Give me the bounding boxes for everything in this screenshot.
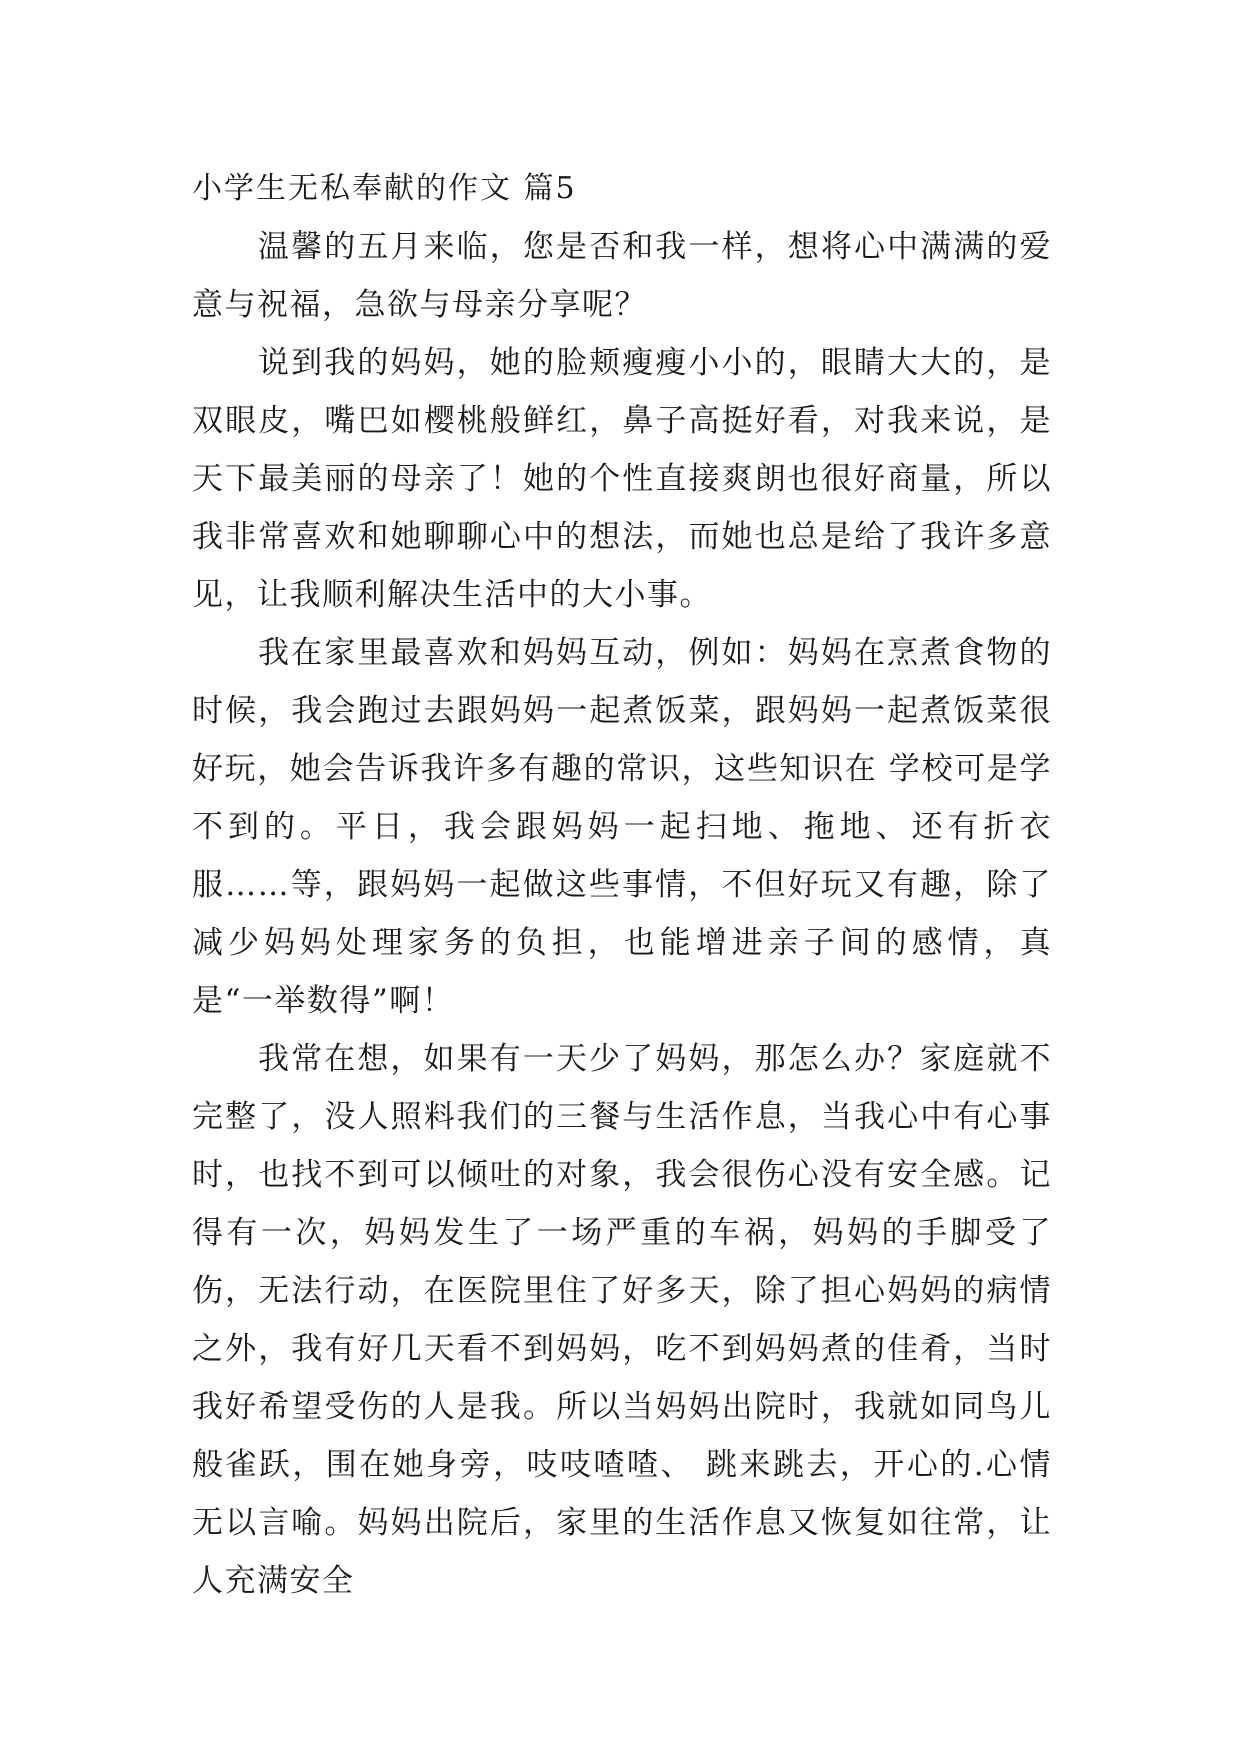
paragraph-2: 说到我的妈妈，她的脸颊瘦瘦小小的，眼睛大大的，是双眼皮，嘴巴如樱桃般鲜红，鼻子高挺好看，对我来说，是天下最美丽的母亲了！她的个性直接爽朗也很好商量，所以我非常喜欢和她聊聊心中的想法，而她也总是给了我许多意见，让我顺利解决生活中的大小事。 (192, 345, 1052, 613)
document-page (192, 160, 1052, 1610)
paragraph-4: 我常在想，如果有一天少了妈妈，那怎么办？家庭就不完整了，没人照料我们的三餐与生活作息，当我心中有心事时，也找不到可以倾吐的对象，我会很伤心没有安全感。记得有一次，妈妈发生了一场严重的车祸，妈妈的手脚受了伤，无法行动，在医院里住了好多天，除了担心妈妈的病情之外，我有好几天看不到妈妈，吃不到妈妈煮的佳肴，当时我好希望受伤的人是我。所以当妈妈出院时，我就如同鸟儿般雀跃，围在她身旁，吱吱喳喳、 跳来跳去，开心的.心情无以言喻。妈妈出院后，家里的生活作息又恢复如往常，让人充满安全 (192, 1041, 1052, 1599)
paragraph-1: 温馨的五月来临，您是否和我一样，想将心中满满的爱意与祝福，急欲与母亲分享呢？ (192, 229, 1052, 323)
document-title: 小学生无私奉献的作文 篇5 (192, 171, 577, 206)
paragraph-3: 我在家里最喜欢和妈妈互动，例如：妈妈在烹煮食物的时候，我会跑过去跟妈妈一起煮饭菜，跟妈妈一起煮饭菜很好玩，她会告诉我许多有趣的常识，这些知识在 学校可是学不到的。平日，我会跟妈妈一起扫地、拖地、还有折衣服……等，跟妈妈一起做这些事情，不但好玩又有趣，除了减少妈妈处理家务的负担，也能增进亲子间的感情，真是“一举数得”啊！ (192, 635, 1052, 1019)
